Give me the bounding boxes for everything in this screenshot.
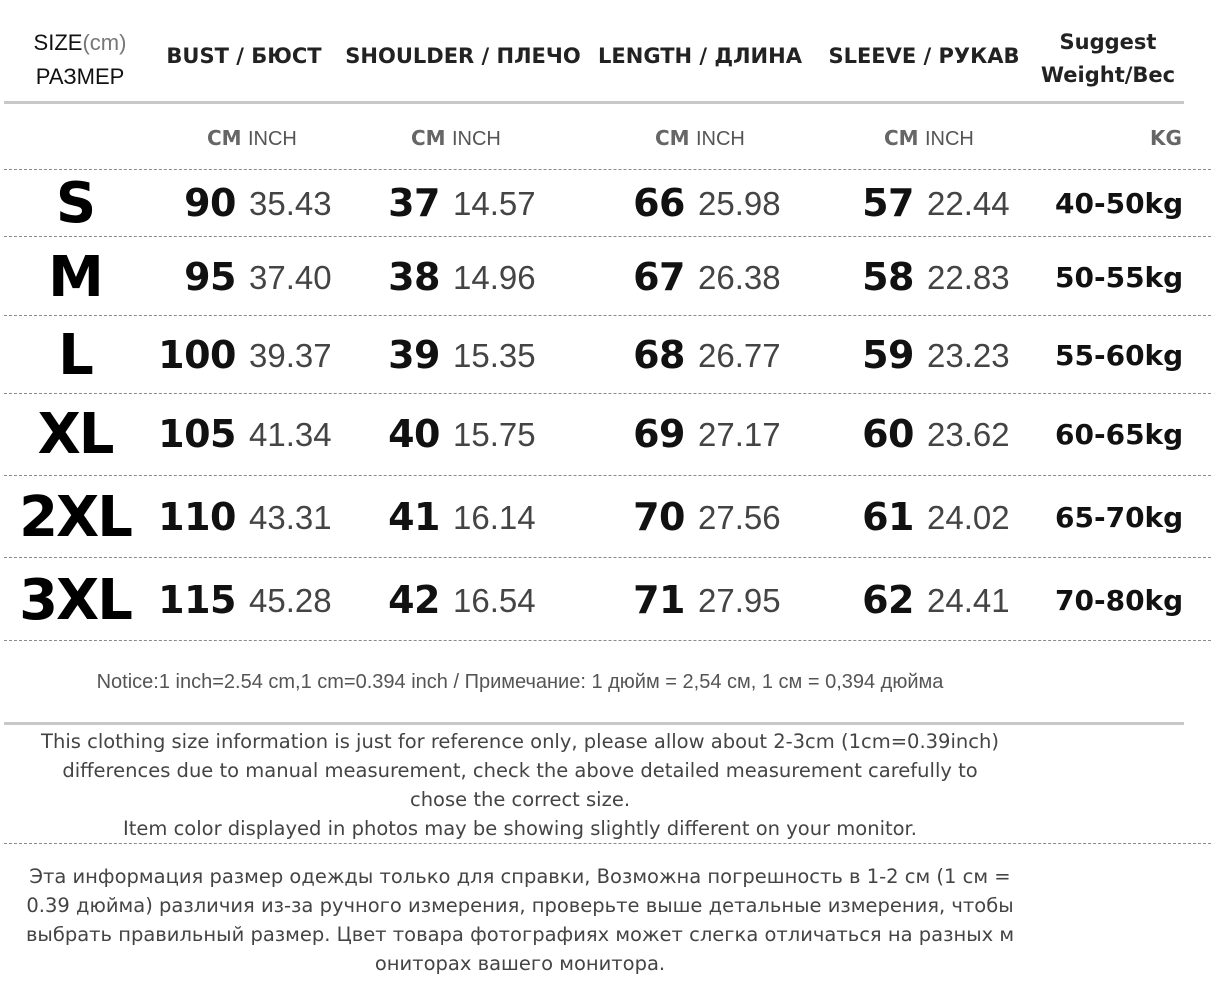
bust-inch: 41.34 bbox=[249, 416, 332, 453]
bust-units bbox=[207, 126, 297, 151]
bust-cm: 100 bbox=[158, 333, 236, 377]
unit-inch: INCH bbox=[695, 128, 745, 150]
unit-inch: INCH bbox=[247, 128, 297, 150]
table-row bbox=[0, 393, 1211, 476]
shoulder-inch: 14.96 bbox=[453, 259, 536, 296]
length-cm: 70 bbox=[633, 495, 685, 539]
table-row bbox=[0, 236, 1211, 319]
suggested-weight: 65-70kg bbox=[1055, 501, 1184, 534]
unit-cm: CM bbox=[207, 126, 242, 150]
shoulder-inch: 15.35 bbox=[453, 337, 536, 374]
shoulder-inch: 16.54 bbox=[453, 582, 536, 619]
sleeve-inch: 22.44 bbox=[927, 185, 1010, 222]
shoulder-cm: 42 bbox=[388, 578, 440, 622]
sleeve-inch: 23.62 bbox=[927, 416, 1010, 453]
info-russian bbox=[0, 862, 1040, 978]
length-cm: 67 bbox=[633, 255, 685, 299]
shoulder-inch: 15.75 bbox=[453, 416, 536, 453]
section-divider bbox=[4, 843, 1211, 844]
info-line: ониторах вашего монитора. bbox=[374, 952, 666, 975]
table-row bbox=[0, 314, 1211, 397]
shoulder-cm: 39 bbox=[388, 333, 440, 377]
bust-inch: 43.31 bbox=[249, 499, 332, 536]
conversion-notice: Notice:1 inch=2.54 cm,1 cm=0.394 inch / Примечание: 1 дюйм = 2,54 см, 1 см = 0,394 дюйма bbox=[96, 671, 944, 693]
bust-inch: 39.37 bbox=[249, 337, 332, 374]
shoulder-header: SHOULDER / ПЛЕЧО bbox=[345, 44, 581, 68]
unit-cm: CM bbox=[884, 126, 919, 150]
bust-header: BUST / БЮСТ bbox=[166, 44, 322, 68]
info-line: differences due to manual measurement, check the above detailed measurement carefully to bbox=[62, 759, 978, 782]
sleeve-inch: 22.83 bbox=[927, 259, 1010, 296]
info-line: This clothing size information is just for reference only, please allow about 2-3cm (1cm=0.39inch) bbox=[41, 730, 999, 753]
length-inch: 27.17 bbox=[698, 416, 781, 453]
bust-inch: 45.28 bbox=[249, 582, 332, 619]
sleeve-inch: 23.23 bbox=[927, 337, 1010, 374]
suggested-weight: 70-80kg bbox=[1055, 584, 1184, 617]
weight-header bbox=[1032, 26, 1184, 92]
sleeve-inch: 24.02 bbox=[927, 499, 1010, 536]
sleeve-cm: 60 bbox=[862, 412, 914, 456]
size-label-ru: РАЗМЕР bbox=[35, 64, 125, 89]
sleeve-inch: 24.41 bbox=[927, 582, 1010, 619]
table-row bbox=[0, 559, 1211, 642]
bust-cm: 95 bbox=[184, 255, 236, 299]
bust-cm: 110 bbox=[158, 495, 236, 539]
table-row bbox=[0, 476, 1211, 559]
shoulder-units bbox=[411, 126, 501, 151]
length-inch: 26.77 bbox=[698, 337, 781, 374]
size-header bbox=[22, 26, 138, 94]
bust-cm: 90 bbox=[184, 181, 236, 225]
length-cm: 68 bbox=[633, 333, 685, 377]
length-inch: 27.56 bbox=[698, 499, 781, 536]
unit-cm: CM bbox=[655, 126, 690, 150]
bust-inch: 37.40 bbox=[249, 259, 332, 296]
sleeve-cm: 62 bbox=[862, 578, 914, 622]
sleeve-header: SLEEVE / РУКАВ bbox=[828, 44, 1020, 68]
size-name: 3XL bbox=[19, 568, 131, 633]
info-line: chose the correct size. bbox=[409, 788, 631, 811]
unit-inch: INCH bbox=[924, 128, 974, 150]
size-name: 2XL bbox=[19, 485, 131, 550]
size-name: XL bbox=[37, 402, 113, 467]
suggested-weight: 60-65kg bbox=[1055, 418, 1184, 451]
sleeve-cm: 57 bbox=[862, 181, 914, 225]
weight-header-line1: Suggest bbox=[1059, 30, 1157, 54]
weight-header-line2: Weight/Вес bbox=[1040, 63, 1176, 87]
sleeve-units bbox=[884, 126, 974, 151]
length-units bbox=[655, 126, 745, 151]
size-label: SIZE bbox=[33, 30, 83, 55]
shoulder-inch: 16.14 bbox=[453, 499, 536, 536]
info-english bbox=[0, 727, 1040, 843]
bust-inch: 35.43 bbox=[249, 185, 332, 222]
size-name: S bbox=[55, 171, 95, 236]
weight-units bbox=[1150, 126, 1182, 150]
shoulder-inch: 14.57 bbox=[453, 185, 536, 222]
shoulder-cm: 40 bbox=[388, 412, 440, 456]
sleeve-cm: 61 bbox=[862, 495, 914, 539]
sleeve-cm: 58 bbox=[862, 255, 914, 299]
bust-cm: 115 bbox=[158, 578, 236, 622]
info-line: Эта информация размер одежды только для справки, Возможна погрешность в 1-2 см (1 см = bbox=[29, 865, 1011, 888]
size-name: L bbox=[58, 323, 92, 388]
unit-cm: CM bbox=[411, 126, 446, 150]
suggested-weight: 40-50kg bbox=[1055, 187, 1184, 220]
length-inch: 25.98 bbox=[698, 185, 781, 222]
header-divider bbox=[4, 101, 1184, 104]
info-line: 0.39 дюйма) различия из-за ручного измерения, проверьте выше детальные измерения, чтобы bbox=[26, 894, 1014, 917]
info-line: выбрать правильный размер. Цвет товара фотографиях может слегка отличаться на разных м bbox=[25, 923, 1015, 946]
shoulder-cm: 37 bbox=[388, 181, 440, 225]
bust-cm: 105 bbox=[158, 412, 236, 456]
sleeve-cm: 59 bbox=[862, 333, 914, 377]
suggested-weight: 50-55kg bbox=[1055, 261, 1184, 294]
suggested-weight: 55-60kg bbox=[1055, 339, 1184, 372]
unit-inch: INCH bbox=[451, 128, 501, 150]
size-unit: (cm) bbox=[82, 30, 127, 55]
shoulder-cm: 38 bbox=[388, 255, 440, 299]
table-row bbox=[0, 162, 1211, 245]
info-line: Item color displayed in photos may be showing slightly different on your monitor. bbox=[123, 817, 917, 840]
length-cm: 71 bbox=[633, 578, 685, 622]
section-divider bbox=[4, 722, 1184, 725]
shoulder-cm: 41 bbox=[388, 495, 440, 539]
length-inch: 26.38 bbox=[698, 259, 781, 296]
length-cm: 69 bbox=[633, 412, 685, 456]
size-name: M bbox=[48, 245, 102, 310]
unit-kg: KG bbox=[1150, 126, 1182, 150]
length-cm: 66 bbox=[633, 181, 685, 225]
length-inch: 27.95 bbox=[698, 582, 781, 619]
length-header: LENGTH / ДЛИНА bbox=[598, 44, 802, 68]
